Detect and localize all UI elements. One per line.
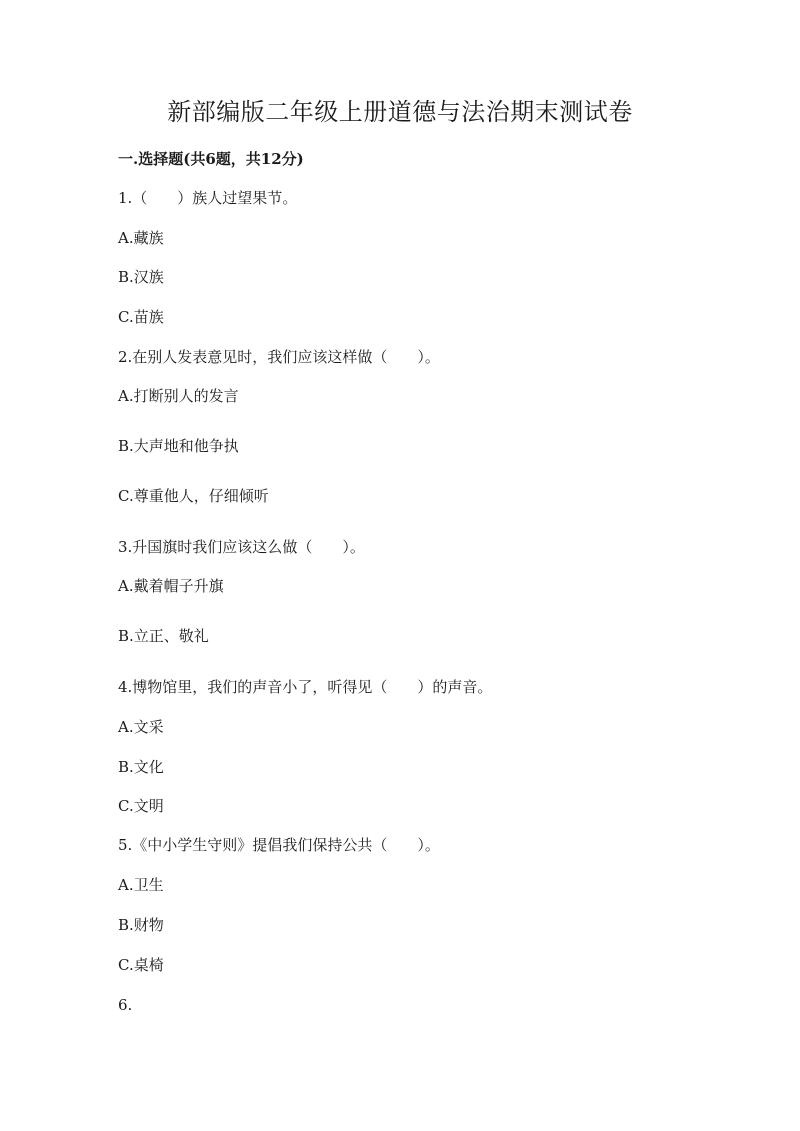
question-4-stem: 4.博物馆里，我们的声音小了，听得见（ ）的声音。 xyxy=(118,678,493,696)
question-3-option-a: A.戴着帽子升旗 xyxy=(118,577,224,595)
question-4-option-c: C.文明 xyxy=(118,797,164,815)
page-title: 新部编版二年级上册道德与法治期末测试卷 xyxy=(167,98,633,126)
question-2-option-a: A.打断别人的发言 xyxy=(118,387,239,405)
question-2-option-b: B.大声地和他争执 xyxy=(118,437,239,455)
question-1-option-b: B.汉族 xyxy=(118,268,164,286)
question-2-stem: 2.在别人发表意见时，我们应该这样做（ ）。 xyxy=(118,348,440,366)
question-5-option-a: A.卫生 xyxy=(118,876,164,894)
question-5-option-b: B.财物 xyxy=(118,916,164,934)
question-1-option-a: A.藏族 xyxy=(118,229,164,247)
question-1-stem: 1.（ ）族人过望果节。 xyxy=(118,189,298,207)
question-4-option-b: B.文化 xyxy=(118,758,164,776)
question-5-stem: 5.《中小学生守则》提倡我们保持公共（ ）。 xyxy=(118,836,440,854)
question-2-option-c: C.尊重他人，仔细倾听 xyxy=(118,487,269,505)
question-3-stem: 3.升国旗时我们应该这么做（ ）。 xyxy=(118,538,365,556)
question-4-option-a: A.文采 xyxy=(118,718,164,736)
section-heading: 一.选择题(共6题，共12分) xyxy=(118,150,304,168)
question-6-stem: 6. xyxy=(118,996,133,1014)
question-1-option-c: C.苗族 xyxy=(118,308,164,326)
question-3-option-b: B.立正、敬礼 xyxy=(118,627,209,645)
question-5-option-c: C.桌椅 xyxy=(118,956,164,974)
